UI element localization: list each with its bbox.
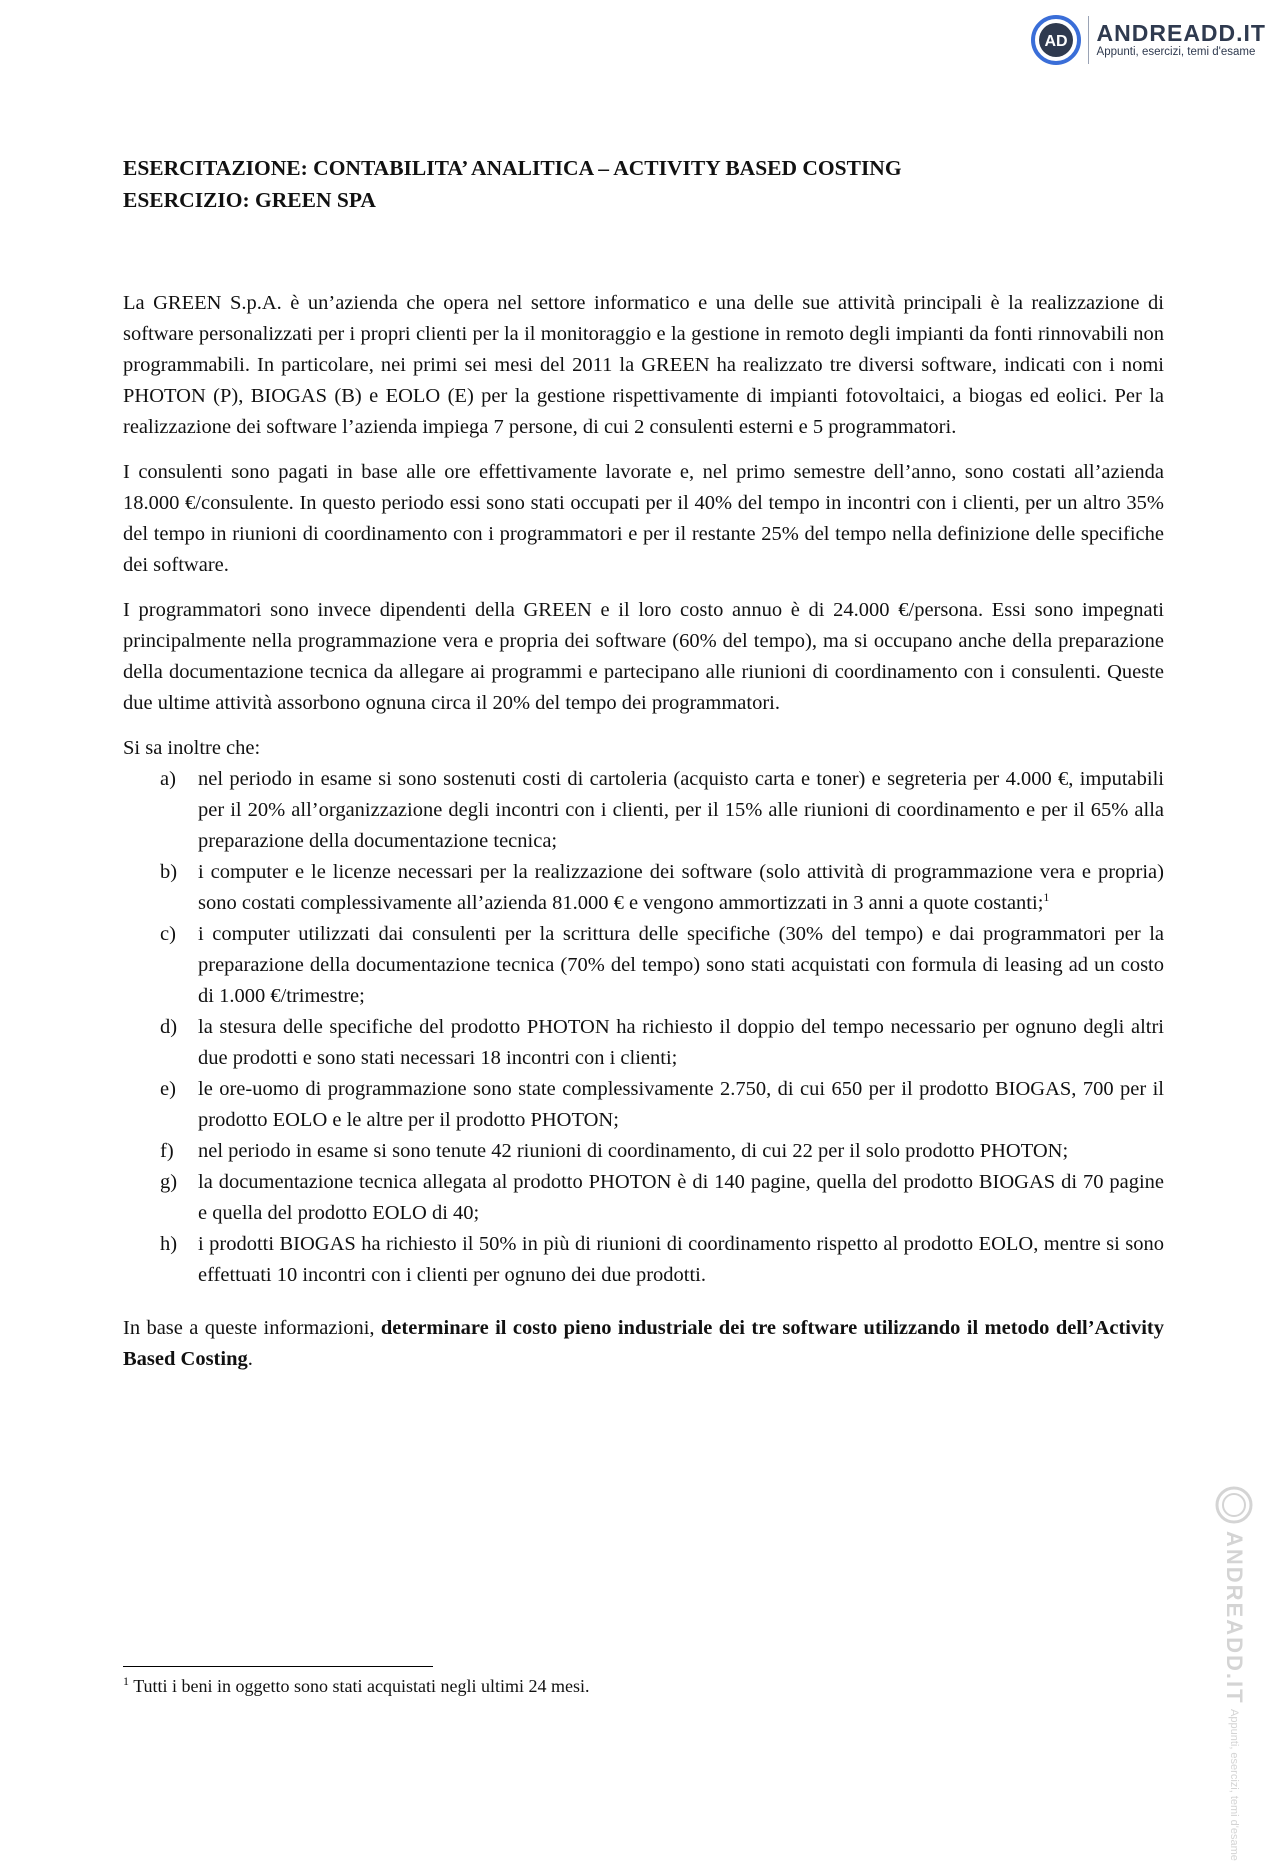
paragraph-programmers: I programmatori sono invece dipendenti della GREEN e il loro costo annuo è di 24.000 €/persona. Essi sono impegnati principalmente nella programmazione vera e propria dei software (60% del tempo), ma si occupano anche della preparazione della documentazione tecnica da allegare ai programmi e partecipano alle riunioni di coordinamento con i consulenti. Queste due ultime attività assorbono ognuna circa il 20% del tempo dei programmatori. xyxy=(123,599,1164,714)
list-marker: a) xyxy=(160,768,176,790)
list-item xyxy=(123,1012,1164,1074)
list-marker: b) xyxy=(160,861,178,883)
watermark-brand: ANDREADD.IT xyxy=(1222,1531,1247,1705)
paragraph-consultants: I consulenti sono pagati in base alle ore effettivamente lavorate e, nel primo semestre dell’anno, sono costati all’azienda 18.000 €/consulente. In questo periodo essi sono stati occupati per il 40% del tempo in incontri con i clienti, per un altro 35% del tempo in riunioni di coordinamento con i programmatori e per il restante 25% del tempo nella definizione delle specifiche dei software. xyxy=(123,461,1164,576)
footnote-divider xyxy=(123,1666,433,1667)
document-subtitle: ESERCIZIO: GREEN SPA xyxy=(123,188,376,212)
conclusion-suffix: . xyxy=(247,1348,253,1370)
brand-name: ANDREADD.IT xyxy=(1096,20,1266,46)
list-item xyxy=(123,857,1164,919)
conclusion-task: determinare il costo pieno industriale dei tre software utilizzando il metodo dell’Activity Based Costing xyxy=(123,1317,1164,1370)
list-item-text: nel periodo in esame si sono sostenuti costi di cartoleria (acquisto carta e toner) e segreteria per 4.000 €, imputabili per il 20% all’organizzazione degli incontri con i clienti, per il 15% alle riunioni di coordinamento e per il 65% alla preparazione della documentazione tecnica; xyxy=(198,768,1164,852)
brand-logo xyxy=(1030,14,1266,66)
paragraph-intro: La GREEN S.p.A. è un’azienda che opera nel settore informatico e una delle sue attività principali è la realizzazione di software personalizzati per i propri clienti per la il monitoraggio e la gestione in remoto degli impianti da fonti rinnovabili non programmabili. In particolare, nei primi sei mesi del 2011 la GREEN ha realizzato tre diversi software, indicati con i nomi PHOTON (P), BIOGAS (B) e EOLO (E) per la gestione rispettivamente di impianti fotovoltaici, a biogas ed eolici. Per la realizzazione dei software l’azienda impiega 7 persone, di cui 2 consulenti esterni e 5 programmatori. xyxy=(123,292,1164,438)
list-marker: f) xyxy=(160,1140,174,1162)
list-item xyxy=(123,1167,1164,1229)
list-marker: d) xyxy=(160,1016,178,1038)
list-item-text: le ore-uomo di programmazione sono state complessivamente 2.750, di cui 650 per il prodotto BIOGAS, 700 per il prodotto EOLO e le altre per il prodotto PHOTON; xyxy=(198,1078,1164,1131)
list-item-text: nel periodo in esame si sono tenute 42 riunioni di coordinamento, di cui 22 per il solo prodotto PHOTON; xyxy=(198,1140,1069,1162)
document-title: ESERCITAZIONE: CONTABILITA’ ANALITICA – ACTIVITY BASED COSTING xyxy=(123,156,902,180)
list-item-text: i computer utilizzati dai consulenti per la scrittura delle specifiche (30% del tempo) e dai programmatori per la preparazione della documentazione tecnica (70% del tempo) sono stati acquistati con formula di leasing ad un costo di 1.000 €/trimestre; xyxy=(198,923,1164,1007)
list-marker: h) xyxy=(160,1233,178,1255)
document-body xyxy=(123,152,1164,1389)
brand-tagline: Appunti, esercizi, temi d'esame xyxy=(1096,46,1256,58)
list-marker: e) xyxy=(160,1078,176,1100)
list-item xyxy=(123,764,1164,857)
watermark-tagline: Appunti, esercizi, temi d'esame xyxy=(1228,1709,1240,1861)
watermark-logo-icon xyxy=(1214,1485,1254,1525)
footnote-number: 1 xyxy=(123,1674,129,1688)
list-item-text: la documentazione tecnica allegata al prodotto PHOTON è di 140 pagine, quella del prodotto BIOGAS di 70 pagine e quella del prodotto EOLO di 40; xyxy=(198,1171,1164,1224)
list-item xyxy=(123,919,1164,1012)
info-list xyxy=(123,764,1164,1291)
footnote xyxy=(123,1676,590,1697)
conclusion-prefix: In base a queste informazioni, xyxy=(123,1317,381,1339)
logo-divider xyxy=(1088,16,1089,64)
list-item xyxy=(123,1229,1164,1291)
list-item-text: i prodotti BIOGAS ha richiesto il 50% in più di riunioni di coordinamento rispetto al prodotto EOLO, mentre si sono effettuati 10 incontri con i clienti per ognuno dei due prodotti. xyxy=(198,1233,1164,1286)
list-item-text: i computer e le licenze necessari per la realizzazione dei software (solo attività di programmazione vera e propria) sono costati complessivamente all’azienda 81.000 € e vengono ammortizzati in 3 anni a quote costanti; xyxy=(198,861,1164,914)
list-item-text: la stesura delle specifiche del prodotto PHOTON ha richiesto il doppio del tempo necessario per ognuno degli altri due prodotti e sono stati necessari 18 incontri con i clienti; xyxy=(198,1016,1164,1069)
andreadd-logo-icon xyxy=(1030,14,1082,66)
list-item xyxy=(123,1136,1164,1167)
conclusion-paragraph xyxy=(123,1313,1164,1375)
side-watermark xyxy=(1212,1485,1256,1861)
list-item xyxy=(123,1074,1164,1136)
logo-mark-text: AD xyxy=(1043,33,1068,50)
list-intro: Si sa inoltre che: xyxy=(123,737,261,759)
list-marker: c) xyxy=(160,923,176,945)
list-marker: g) xyxy=(160,1171,178,1193)
footnote-text: Tutti i beni in oggetto sono stati acquistati negli ultimi 24 mesi. xyxy=(133,1676,590,1696)
footnote-ref: 1 xyxy=(1043,890,1050,905)
